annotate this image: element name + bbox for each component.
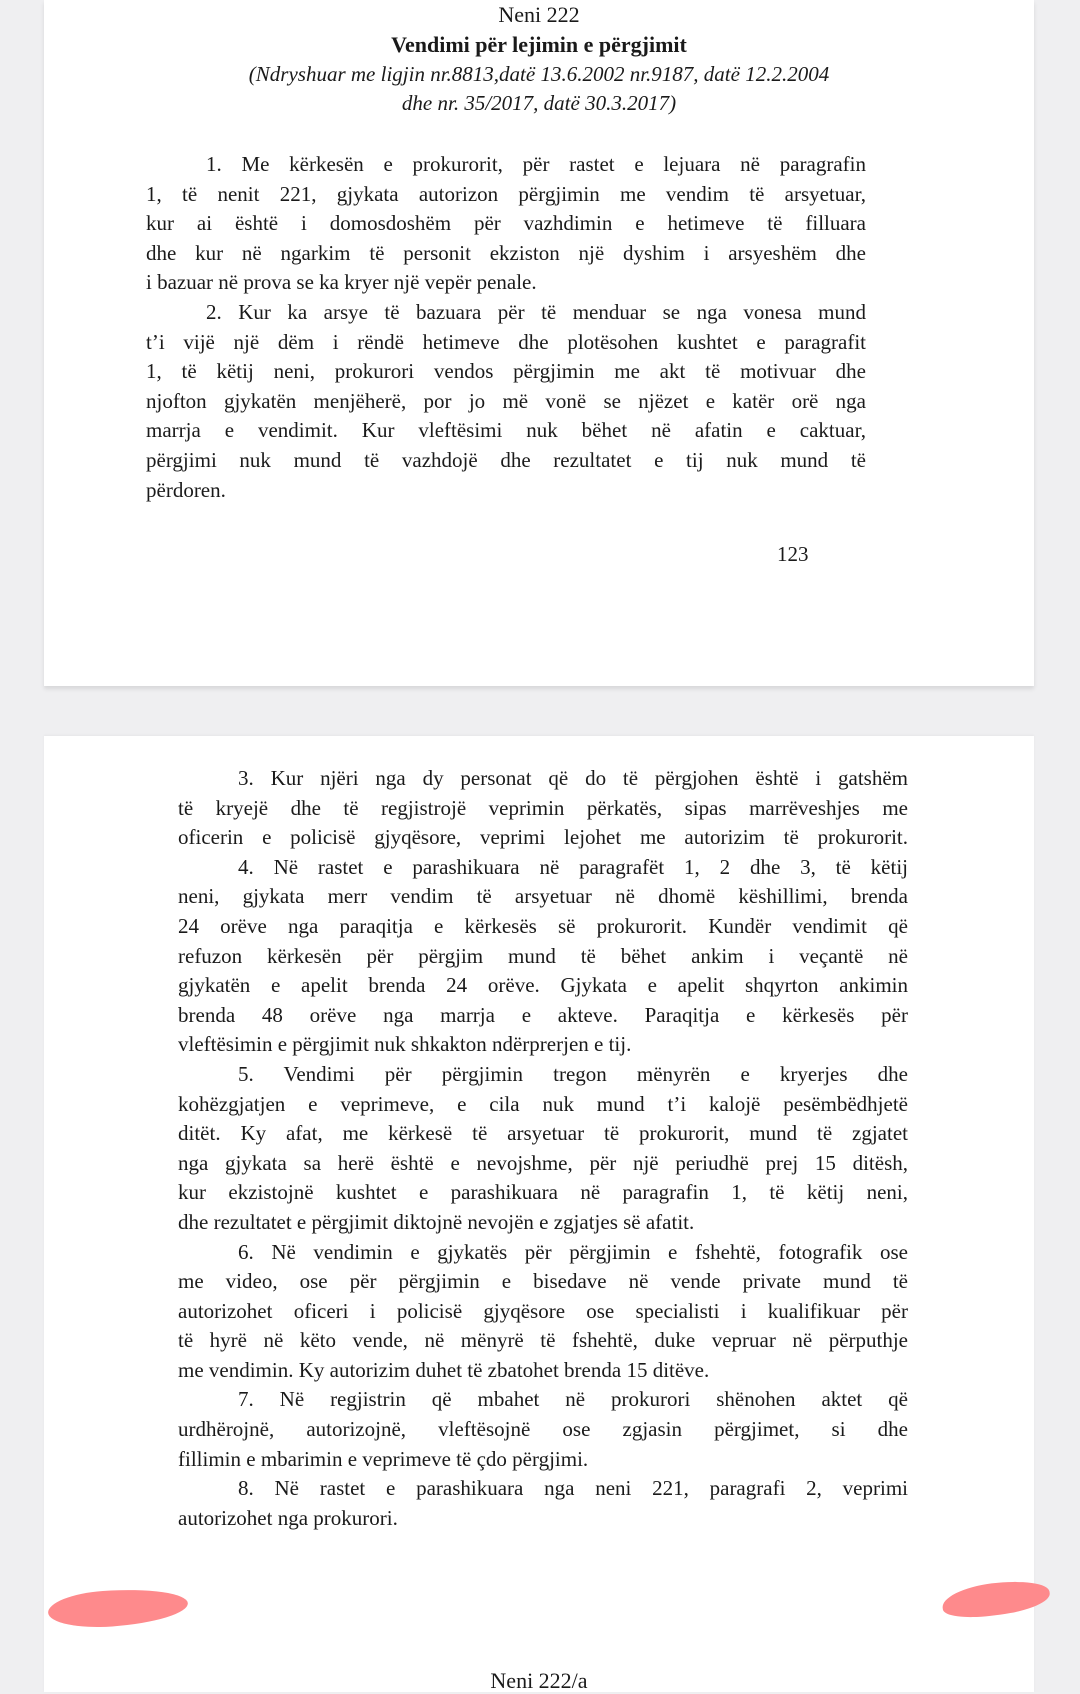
text-line: ditët. Ky afat, me kërkesë të arsyetuar të prokurorit, mund të zgjatet: [178, 1121, 908, 1146]
text-line: me video, ose për përgjimin e bisedave në vende private mund të: [178, 1269, 908, 1294]
text-line: refuzon kërkesën për përgjim mund të bëhet ankim i veçantë në: [178, 943, 908, 968]
text-line: 3. Kur njëri nga dy personat që do të përgjohen është i gatshëm: [238, 766, 908, 790]
text-line: 24 orëve nga paraqitja e kërkesës së prokurorit. Kundër vendimit që: [178, 913, 908, 938]
document-page-123: [44, 0, 1034, 686]
text-line: dhe rezultatet e përgjimit diktojnë nevojën e zgjatjes së afatit.: [178, 1209, 695, 1234]
text-line: përgjimi nuk mund të vazhdojë dhe rezultatet e tij nuk mund të: [146, 447, 866, 472]
text-line: kur ai është i domosdoshëm për vazhdimin e hetimeve të filluara: [146, 211, 866, 236]
text-line: 8. Në rastet e parashikuara nga neni 221, paragrafi 2, veprimi: [238, 1476, 908, 1501]
text-line: njofton gjykatën menjëherë, por jo më vonë se njëzet e katër orë nga: [146, 388, 866, 413]
amendment-note-line-1: (Ndryshuar me ligjin nr.8813,datë 13.6.2002 nr.9187, datë 12.2.2004: [248, 62, 830, 86]
text-line: 2. Kur ka arsye të bazuara për të menduar se nga vonesa mund: [206, 299, 866, 324]
text-line: të hyrë në këto vende, në mënyrë të fshehtë, duke vepruar në përputhje: [178, 1328, 908, 1353]
text-line: i bazuar në prova se ka kryer një vepër penale.: [146, 270, 537, 295]
text-line: 5. Vendimi për përgjimin tregon mënyrën e kryerjes dhe: [238, 1061, 908, 1086]
text-line: 1. Me kërkesën e prokurorit, për rastet e lejuara në paragrafin: [206, 152, 866, 176]
text-line: nga gjykata sa herë është e nevojshme, për një periudhë prej 15 ditësh,: [178, 1150, 908, 1175]
text-line: dhe kur në ngarkim të personit ekziston një dyshim i arsyeshëm dhe: [146, 240, 866, 265]
text-line: 1, të nenit 221, gjykata autorizon përgjimin me vendim të arsyetuar,: [146, 181, 866, 206]
text-line: marrja e vendimit. Kur vleftësimi nuk bëhet në afatin e caktuar,: [146, 418, 866, 443]
text-line: t’i vijë një dëm i rëndë hetimeve dhe plotësohen kushtet e paragrafit: [146, 329, 866, 354]
text-line: 1, të këtij neni, prokurori vendos përgjimin me akt të motivuar dhe: [146, 359, 866, 384]
text-line: brenda 48 orëve nga marrja e akteve. Paraqitja e kërkesës për: [178, 1002, 908, 1027]
text-line: fillimin e mbarimin e veprimeve të çdo përgjimi.: [178, 1446, 589, 1471]
text-line: autorizohet nga prokurori.: [178, 1505, 398, 1530]
text-line: përdoren.: [146, 477, 226, 502]
text-line: vleftësimin e përgjimit nuk shkakton ndërprerjen e tij.: [178, 1032, 632, 1057]
article-body: [146, 150, 866, 505]
text-line: me vendimin. Ky autorizim duhet të zbatohet brenda 15 ditëve.: [178, 1357, 710, 1382]
text-line: kur ekzistojnë kushtet e parashikuara në paragrafin 1, të këtij neni,: [178, 1180, 908, 1205]
text-line: urdhërojnë, autorizojnë, vleftësojnë ose zgjasin përgjimet, si dhe: [178, 1417, 908, 1442]
text-line: oficerin e policisë gjyqësore, veprimi lejohet me autorizim të prokurorit.: [178, 825, 908, 850]
article-number: Neni 222: [498, 2, 580, 27]
text-line: të kryejë dhe të regjistrojë veprimin përkatës, sipas marrëveshjes me: [178, 795, 908, 820]
text-line: 7. Në regjistrin që mbahet në prokurori shënohen aktet që: [238, 1387, 908, 1412]
document-page-124: [44, 736, 1034, 1692]
amendment-note-line-2: dhe nr. 35/2017, datë 30.3.2017): [401, 91, 677, 115]
text-line: 4. Në rastet e parashikuara në paragrafët 1, 2 dhe 3, të këtij: [238, 854, 908, 879]
article-title: Vendimi për lejimin e përgjimit: [391, 32, 687, 57]
article-body-continued: [178, 764, 908, 1533]
text-line: neni, gjykata merr vendim të arsyetuar në dhomë këshillimi, brenda: [178, 884, 908, 909]
page-number: 123: [777, 542, 809, 566]
text-line: autorizohet oficeri i policisë gjyqësore ose specialisti i kualifikuar për: [178, 1298, 908, 1323]
next-article-number: Neni 222/a: [490, 1668, 588, 1693]
text-line: gjykatën e apelit brenda 24 orëve. Gjykata e apelit shqyrton ankimin: [178, 973, 908, 998]
text-line: 6. Në vendimin e gjykatës për përgjimin e fshehtë, fotografik ose: [238, 1239, 908, 1264]
text-line: kohëzgjatjen e veprimeve, e cila nuk mund t’i kalojë pesëmbëdhjetë: [178, 1091, 908, 1116]
